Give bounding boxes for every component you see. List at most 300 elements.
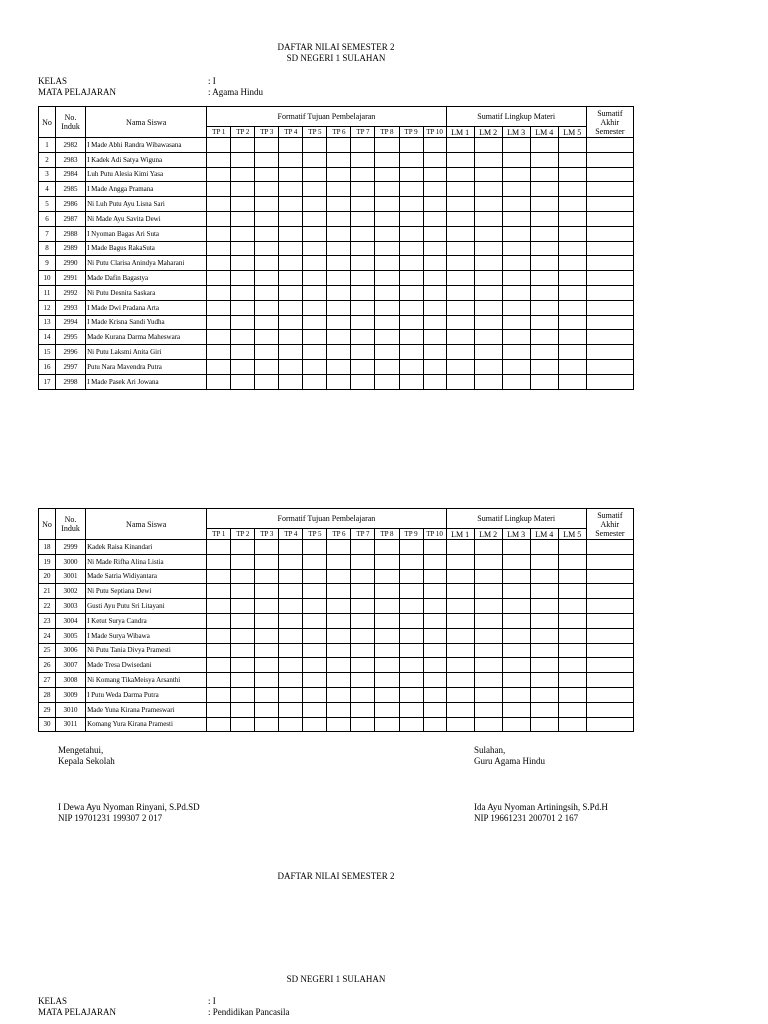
score-cell-tp-8 [375,702,399,717]
header-tp-6: TP 6 [327,127,351,138]
score-cell-lm-2 [474,643,502,658]
row-no-induk: 2983 [56,152,86,167]
score-cell-tp-10 [423,345,446,360]
row-no-induk: 2994 [56,315,86,330]
score-cell-tp-5 [303,540,327,555]
score-cell-tp-7 [351,359,375,374]
score-cell-lm-2 [474,271,502,286]
score-cell-lm-1 [446,152,474,167]
score-cell-tp-10 [423,300,446,315]
score-cell-lm-2 [474,345,502,360]
score-cell-tp-1 [207,271,231,286]
score-cell-sas [586,673,633,688]
header-tp-8: TP 8 [375,127,399,138]
score-cell-lm-1 [446,197,474,212]
score-cell-tp-8 [375,211,399,226]
score-cell-tp-9 [399,241,423,256]
score-cell-tp-10 [423,702,446,717]
score-cell-lm-4 [530,359,558,374]
score-cell-lm-3 [502,315,530,330]
score-cell-tp-2 [231,717,255,732]
score-cell-tp-3 [255,256,279,271]
score-cell-tp-3 [255,554,279,569]
score-cell-tp-7 [351,271,375,286]
score-cell-tp-1 [207,359,231,374]
row-no-induk: 3009 [56,687,86,702]
score-cell-lm-1 [446,300,474,315]
score-cell-tp-2 [231,584,255,599]
score-cell-tp-3 [255,182,279,197]
row-no: 9 [39,256,56,271]
score-cell-tp-7 [351,673,375,688]
score-cell-tp-8 [375,197,399,212]
score-cell-sas [586,256,633,271]
score-cell-lm-5 [558,241,586,256]
score-cell-tp-8 [375,182,399,197]
score-cell-tp-5 [303,584,327,599]
score-cell-lm-3 [502,256,530,271]
row-student-name: I Nyoman Bagas Ari Suta [86,226,207,241]
score-cell-tp-7 [351,569,375,584]
score-cell-tp-1 [207,554,231,569]
score-cell-tp-7 [351,687,375,702]
row-no-induk: 2984 [56,167,86,182]
score-cell-lm-3 [502,300,530,315]
score-cell-tp-5 [303,315,327,330]
row-no: 16 [39,359,56,374]
score-cell-sas [586,271,633,286]
header-nama-siswa: Nama Siswa [86,509,207,540]
score-cell-lm-4 [530,226,558,241]
header-tp-5: TP 5 [303,529,327,540]
score-cell-sas [586,584,633,599]
score-cell-sas [586,197,633,212]
score-cell-tp-1 [207,687,231,702]
row-no-induk: 2988 [56,226,86,241]
score-cell-lm-3 [502,702,530,717]
score-cell-lm-4 [530,152,558,167]
score-cell-lm-5 [558,285,586,300]
score-cell-lm-4 [530,658,558,673]
score-cell-lm-3 [502,599,530,614]
score-cell-tp-4 [279,330,303,345]
score-cell-lm-2 [474,241,502,256]
score-cell-lm-1 [446,256,474,271]
score-cell-tp-8 [375,138,399,153]
score-cell-tp-8 [375,256,399,271]
score-cell-tp-9 [399,182,423,197]
score-cell-tp-1 [207,584,231,599]
header-no: No [39,509,56,540]
score-cell-tp-2 [231,359,255,374]
score-cell-lm-1 [446,345,474,360]
score-cell-tp-6 [327,613,351,628]
row-student-name: Made Kurana Darma Maheswara [86,330,207,345]
score-cell-tp-9 [399,658,423,673]
score-cell-tp-10 [423,167,446,182]
score-cell-lm-1 [446,702,474,717]
score-cell-tp-9 [399,256,423,271]
score-cell-lm-2 [474,599,502,614]
score-cell-tp-5 [303,241,327,256]
score-cell-lm-5 [558,330,586,345]
score-cell-lm-4 [530,197,558,212]
score-cell-tp-6 [327,226,351,241]
score-cell-tp-5 [303,702,327,717]
row-no: 10 [39,271,56,286]
score-cell-tp-3 [255,540,279,555]
score-cell-lm-2 [474,540,502,555]
table-row [39,211,634,226]
row-no: 5 [39,197,56,212]
score-cell-tp-4 [279,345,303,360]
teacher-name: Ida Ayu Nyoman Artiningsih, S.Pd.H [474,802,608,812]
score-cell-lm-5 [558,628,586,643]
score-cell-lm-1 [446,330,474,345]
score-cell-tp-3 [255,241,279,256]
score-cell-tp-5 [303,167,327,182]
score-cell-tp-9 [399,687,423,702]
score-cell-tp-5 [303,687,327,702]
score-cell-tp-7 [351,702,375,717]
header-lm-1: LM 1 [446,529,474,540]
score-cell-sas [586,315,633,330]
score-cell-tp-8 [375,658,399,673]
score-cell-sas [586,330,633,345]
header-lm-5: LM 5 [558,529,586,540]
score-cell-tp-7 [351,241,375,256]
score-cell-lm-4 [530,300,558,315]
score-cell-tp-6 [327,330,351,345]
score-cell-tp-10 [423,569,446,584]
row-no: 23 [39,613,56,628]
grade-table-2 [38,508,634,732]
score-cell-tp-1 [207,569,231,584]
score-cell-sas [586,687,633,702]
score-cell-tp-2 [231,300,255,315]
score-cell-tp-6 [327,315,351,330]
score-cell-tp-10 [423,138,446,153]
row-no-induk: 2996 [56,345,86,360]
score-cell-tp-4 [279,359,303,374]
header-tp-7: TP 7 [351,127,375,138]
score-cell-lm-5 [558,211,586,226]
table-row [39,687,634,702]
score-cell-lm-1 [446,374,474,389]
score-cell-tp-4 [279,584,303,599]
score-cell-lm-3 [502,152,530,167]
score-cell-lm-4 [530,315,558,330]
score-cell-tp-8 [375,569,399,584]
score-cell-tp-8 [375,226,399,241]
score-cell-lm-2 [474,628,502,643]
score-cell-lm-2 [474,584,502,599]
score-cell-tp-4 [279,256,303,271]
score-cell-tp-7 [351,540,375,555]
score-cell-tp-1 [207,300,231,315]
score-cell-tp-9 [399,554,423,569]
score-cell-sas [586,138,633,153]
score-cell-lm-2 [474,211,502,226]
score-cell-lm-3 [502,211,530,226]
score-cell-tp-8 [375,345,399,360]
row-no-induk: 3010 [56,702,86,717]
score-cell-tp-1 [207,330,231,345]
score-cell-tp-10 [423,628,446,643]
score-cell-tp-1 [207,643,231,658]
score-cell-lm-5 [558,152,586,167]
score-cell-tp-10 [423,717,446,732]
score-cell-tp-10 [423,374,446,389]
score-cell-tp-2 [231,599,255,614]
score-cell-tp-1 [207,182,231,197]
score-cell-tp-8 [375,717,399,732]
score-cell-lm-2 [474,717,502,732]
score-cell-tp-4 [279,658,303,673]
score-cell-tp-9 [399,197,423,212]
table-row [39,226,634,241]
row-student-name: Ni Putu Septiana Dewi [86,584,207,599]
score-cell-tp-6 [327,271,351,286]
score-cell-tp-4 [279,138,303,153]
score-cell-lm-3 [502,138,530,153]
header-tp-3: TP 3 [255,529,279,540]
score-cell-tp-10 [423,271,446,286]
score-cell-lm-4 [530,702,558,717]
score-cell-tp-2 [231,167,255,182]
score-cell-tp-8 [375,613,399,628]
score-cell-lm-4 [530,271,558,286]
score-cell-lm-2 [474,197,502,212]
score-cell-tp-2 [231,241,255,256]
row-student-name: Made Yuna Kirana Prameswari [86,702,207,717]
score-cell-tp-7 [351,330,375,345]
score-cell-tp-2 [231,226,255,241]
score-cell-tp-4 [279,599,303,614]
score-cell-lm-4 [530,211,558,226]
row-no-induk: 3002 [56,584,86,599]
row-student-name: I Made Angga Pramana [86,182,207,197]
score-cell-tp-10 [423,554,446,569]
score-cell-tp-9 [399,345,423,360]
score-cell-tp-3 [255,643,279,658]
row-no-induk: 3000 [56,554,86,569]
score-cell-lm-3 [502,658,530,673]
score-cell-sas [586,569,633,584]
score-cell-tp-6 [327,167,351,182]
score-cell-tp-10 [423,658,446,673]
row-no: 21 [39,584,56,599]
score-cell-tp-2 [231,152,255,167]
score-cell-tp-10 [423,241,446,256]
score-cell-lm-2 [474,256,502,271]
score-cell-tp-3 [255,226,279,241]
score-cell-tp-1 [207,152,231,167]
score-cell-sas [586,241,633,256]
score-cell-tp-7 [351,554,375,569]
score-cell-tp-10 [423,285,446,300]
score-cell-lm-2 [474,359,502,374]
document-title-2: DAFTAR NILAI SEMESTER 2 [277,871,395,881]
score-cell-tp-8 [375,167,399,182]
score-cell-lm-4 [530,285,558,300]
score-cell-lm-2 [474,569,502,584]
score-cell-lm-1 [446,359,474,374]
row-no: 15 [39,345,56,360]
score-cell-lm-1 [446,138,474,153]
score-cell-tp-1 [207,197,231,212]
header-tp-10: TP 10 [423,127,446,138]
score-cell-lm-3 [502,673,530,688]
row-no-induk: 3006 [56,643,86,658]
score-cell-lm-4 [530,687,558,702]
score-cell-tp-4 [279,687,303,702]
header-tp-2: TP 2 [231,127,255,138]
row-student-name: Luh Putu Alesia Kimi Yasa [86,167,207,182]
score-cell-tp-3 [255,717,279,732]
score-cell-lm-5 [558,374,586,389]
table-row [39,300,634,315]
score-cell-tp-2 [231,702,255,717]
score-cell-tp-5 [303,138,327,153]
header-lm-3: LM 3 [502,529,530,540]
table-row [39,599,634,614]
row-no: 20 [39,569,56,584]
score-cell-tp-3 [255,300,279,315]
score-cell-tp-9 [399,285,423,300]
row-student-name: I Putu Weda Darma Putra [86,687,207,702]
score-cell-lm-2 [474,300,502,315]
score-cell-tp-6 [327,569,351,584]
score-cell-lm-4 [530,330,558,345]
score-cell-tp-8 [375,673,399,688]
table-row [39,658,634,673]
score-cell-tp-10 [423,613,446,628]
score-cell-tp-8 [375,584,399,599]
score-cell-tp-8 [375,628,399,643]
row-no: 28 [39,687,56,702]
header-tp-9: TP 9 [399,529,423,540]
score-cell-lm-3 [502,197,530,212]
row-no: 8 [39,241,56,256]
score-cell-lm-1 [446,599,474,614]
row-student-name: I Made Dwi Pradana Arta [86,300,207,315]
row-no: 7 [39,226,56,241]
row-no-induk: 2997 [56,359,86,374]
score-cell-lm-1 [446,569,474,584]
header-lm-4: LM 4 [530,529,558,540]
score-cell-tp-8 [375,285,399,300]
row-no-induk: 2986 [56,197,86,212]
score-cell-tp-7 [351,285,375,300]
score-cell-tp-9 [399,167,423,182]
score-cell-lm-5 [558,167,586,182]
score-cell-tp-3 [255,359,279,374]
score-cell-tp-6 [327,241,351,256]
table-row [39,256,634,271]
score-cell-tp-2 [231,658,255,673]
score-cell-tp-3 [255,197,279,212]
score-cell-tp-2 [231,271,255,286]
header-tp-2: TP 2 [231,529,255,540]
score-cell-tp-5 [303,658,327,673]
score-cell-tp-3 [255,138,279,153]
row-no-induk: 3004 [56,613,86,628]
mapel-value-2: : Pendidikan Pancasila [208,1007,290,1017]
row-no: 30 [39,717,56,732]
table-row [39,584,634,599]
score-cell-lm-3 [502,569,530,584]
score-cell-tp-2 [231,569,255,584]
score-cell-tp-6 [327,374,351,389]
score-cell-lm-4 [530,167,558,182]
row-no-induk: 2989 [56,241,86,256]
score-cell-tp-10 [423,540,446,555]
score-cell-tp-8 [375,554,399,569]
score-cell-tp-5 [303,613,327,628]
score-cell-tp-5 [303,211,327,226]
row-no: 1 [39,138,56,153]
score-cell-tp-5 [303,300,327,315]
row-student-name: Komang Yura Kirana Pramesti [86,717,207,732]
score-cell-tp-4 [279,613,303,628]
score-cell-lm-3 [502,330,530,345]
score-cell-sas [586,167,633,182]
score-cell-tp-4 [279,569,303,584]
score-cell-lm-3 [502,345,530,360]
score-cell-tp-5 [303,345,327,360]
score-cell-tp-1 [207,717,231,732]
score-cell-tp-5 [303,673,327,688]
score-cell-tp-8 [375,599,399,614]
score-cell-tp-2 [231,628,255,643]
score-cell-tp-1 [207,613,231,628]
score-cell-lm-4 [530,569,558,584]
header-tp-10: TP 10 [423,529,446,540]
score-cell-tp-4 [279,211,303,226]
table-row [39,628,634,643]
table-row [39,554,634,569]
score-cell-lm-2 [474,182,502,197]
score-cell-tp-5 [303,374,327,389]
score-cell-tp-9 [399,702,423,717]
header-lm-2: LM 2 [474,529,502,540]
score-cell-tp-1 [207,167,231,182]
table-row [39,613,634,628]
mapel-value: : Agama Hindu [208,87,263,97]
score-cell-tp-9 [399,374,423,389]
header-tp-7: TP 7 [351,529,375,540]
score-cell-lm-3 [502,182,530,197]
score-cell-tp-6 [327,599,351,614]
score-cell-lm-2 [474,167,502,182]
row-no: 14 [39,330,56,345]
row-student-name: Ni Made Ayu Savita Dewi [86,211,207,226]
table-row [39,271,634,286]
score-cell-tp-3 [255,374,279,389]
header-no-induk: No. Induk [56,509,86,540]
score-cell-lm-2 [474,613,502,628]
header-tp-1: TP 1 [207,529,231,540]
table-row [39,330,634,345]
row-no: 27 [39,673,56,688]
score-cell-tp-6 [327,702,351,717]
score-cell-lm-4 [530,584,558,599]
score-cell-tp-9 [399,673,423,688]
row-no-induk: 2993 [56,300,86,315]
score-cell-tp-9 [399,226,423,241]
row-no: 24 [39,628,56,643]
